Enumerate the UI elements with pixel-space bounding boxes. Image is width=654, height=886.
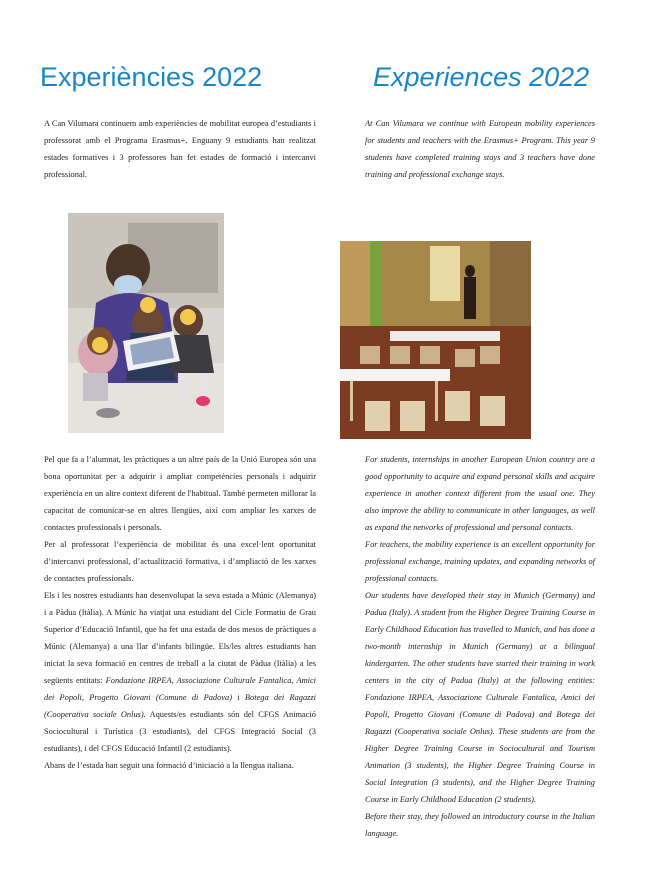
catalan-paragraph-teachers: Per al professorat l’experiència de mobilitat és una excel·lent oportunitat d’intercanvi professional, d’actualització formativa, i d’ampliació de les xarxes de contactes professionals. xyxy=(44,540,316,583)
english-intro-text: At Can Vilumara we continue with European mobility experiences for students and teachers with the Erasmus+ Program. This year 9 students have completed training stays and 3 teachers have done training and professional exchange stays. xyxy=(365,119,595,179)
catalan-intro xyxy=(44,115,316,183)
english-title: Experiences 2022 xyxy=(373,62,590,92)
catalan-stays-entities: Fondazione IRPEA, Associazione Culturale Fantalica, Amici dei Popoli, Progetto Giovani (Comune di Padova) xyxy=(44,676,316,702)
catalan-stays-end: Aquests/es estudiants són del CFGS Animació Sociocultural i Turística (3 estudiants), del CFGS Integració Social (3 estudiants), i del CFGS Educació Infantil (2 estudiants). xyxy=(44,710,316,753)
english-paragraph-stays: Our students have developed their stay in Munich (Germany) and Padua (Italy). A student from the Higher Degree Training Course in Early Childhood Education has travelled to Munich, and has done a two-month internship in Munich (Germany) at a bilingual kindergarten. The other students have started their training in work centers in the city of Padua (Italy) at the following entities: Fondazione IRPEA, Associazione Culturale Fantalica, Amici dei Popoli, Progetto Giovani (Comune di Padova) and Botega dei Ragazzi (Cooperativa sociale Onlus). These students are from the Higher Degree Training Course in Sociocultural and Tourism Animation (3 students), the Higher Degree Training Course in Social Integration (3 students), and the Higher Degree Training Course in Early Childhood Education (2 students). xyxy=(365,591,595,804)
catalan-paragraph-students: Pel que fa a l’alumnat, les pràctiques a un altre país de la Unió Europea són una bona oportunitat per a adquirir i ampliar competències personals i adquirir experiència en un altre context diferent de l'habitual. També permeten millorar la capacitat de comunicar-se en altres llengües, així com ampliar les xarxes de contactes professionals i personals. xyxy=(44,455,316,532)
english-paragraph-teachers: For teachers, the mobility experience is an excellent opportunity for professional exchange, training updates, and expanding networks of professional contacts. xyxy=(365,540,595,583)
catalan-title: Experiències 2022 xyxy=(40,62,263,92)
catalan-paragraph-language: Abans de l’estada han seguit una formació d’iniciació a la llengua italiana. xyxy=(44,761,294,770)
english-body xyxy=(365,451,595,842)
catalan-stays-and: i xyxy=(232,693,245,702)
catalan-intro-text: A Can Vilumara continuem amb experiències de mobilitat europea d’estudiants i professorat amb el Programa Erasmus+. Enguany 9 estudiants han realitzat estades formatives i 3 professores han fet estades de formació i intercanvi professional. xyxy=(44,119,316,179)
catalan-body xyxy=(44,451,316,774)
catalan-stays-botega: Botega dei Ragazzi (Cooperativa sociale Onlus). xyxy=(44,693,316,719)
photo-classroom xyxy=(340,241,531,439)
english-intro xyxy=(365,115,595,183)
english-paragraph-students: For students, internships in another European Union country are a good opportunity to acquire and expand personal skills and acquire experience in another context different from the usual one. They also improve the ability to communicate in other languages, as well as expand the networks of professional and personal contacts. xyxy=(365,455,595,532)
catalan-paragraph-stays xyxy=(44,587,316,757)
english-paragraph-language: Before their stay, they followed an introductory course in the Italian language. xyxy=(365,812,595,838)
photo-teacher-with-children xyxy=(68,213,224,433)
catalan-stays-start: Els i les nostres estudiants han desenvolupat la seva estada a Múnic (Alemanya) i a Pàdua (Itàlia). A Múnic ha viatjat una estudiant del Cicle Formatiu de Grau Superior d’Educació Infantil, que ha fet una estada de dos mesos de pràctiques a Múnic (Alemanya) a una llar d’infants bilingüe. Els/les altres estudiants han iniciat la seva formació en centres de treball a la ciutat de Pàdua (Itàlia) a les següents entitats: xyxy=(44,591,316,685)
